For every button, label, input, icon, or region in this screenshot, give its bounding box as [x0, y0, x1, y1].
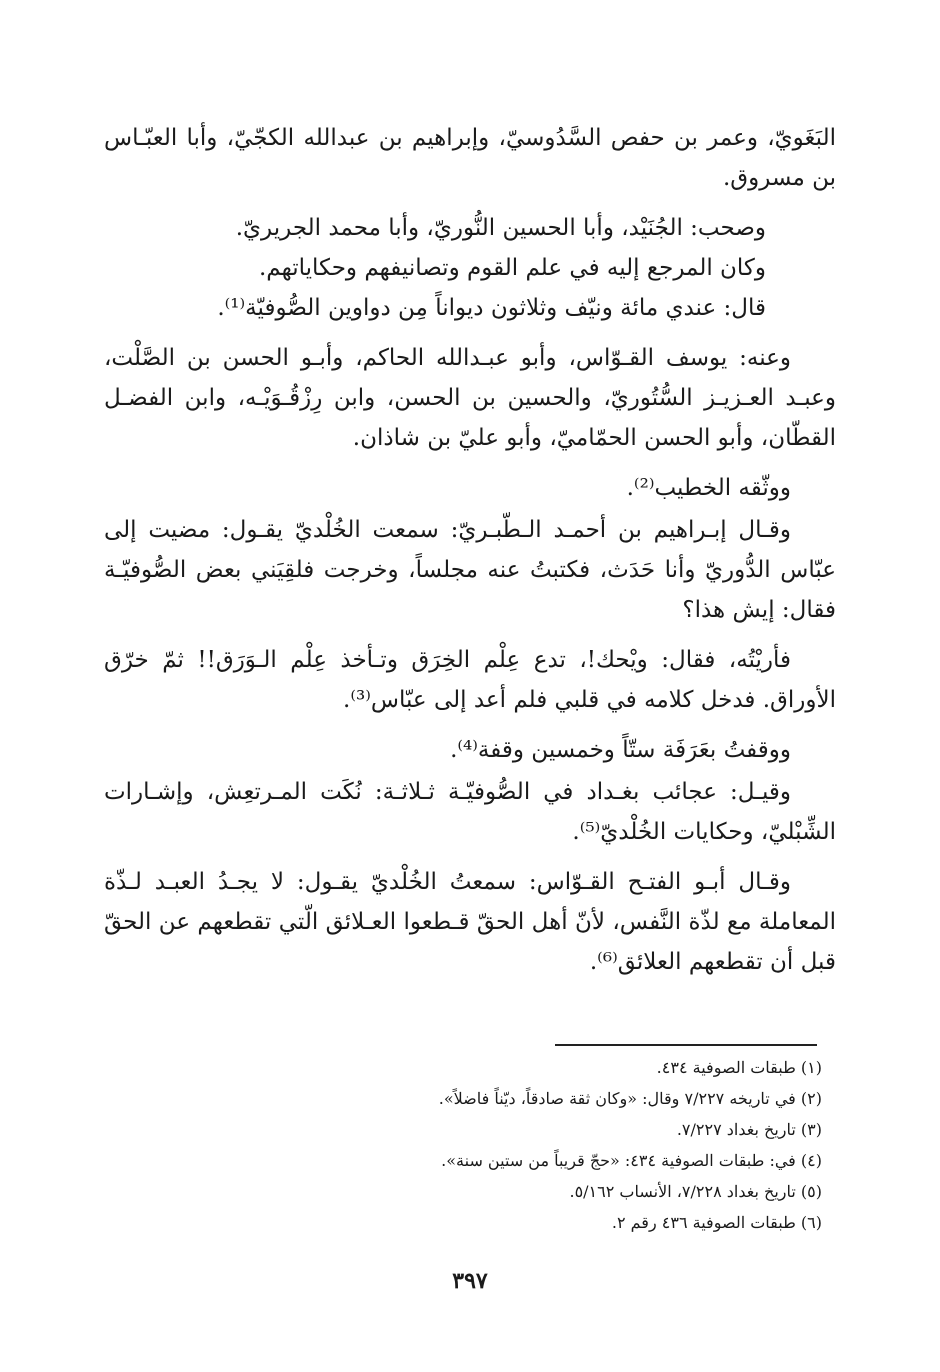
paragraph-4: ووثّقه الخطيب⁽²⁾.	[626, 475, 791, 501]
paragraph-2-line-2: وكان المرجع إليه في علم القوم وتصانيفهم وحكاياتهم.	[258, 255, 766, 281]
paragraph-5: وقـال إبـراهيم بن أحمـد الـطّبـريّ: سمعت الخُلْديّ يقـول: مضيت إلى عبّاس الدُّوريّ وأنا حَدَث، فكتبتُ عنه مجلساً، وخرجت فلقِيَني بعض الصُّوفيّـة فقال: إيش هذا؟	[104, 517, 836, 623]
paragraph-9: وقـال أبـو الفتـح القـوّاس: سمعتُ الخُلْديّ يقـول: لا يجـدُ العبـد لـذّة المعاملة مع لذّة النَّفس، لأنّ أهل الحقّ قـطعوا العـلائق الّتي تقطعهم عن الحقّ قبل أن تقطعهم العلائق⁽⁶⁾.	[104, 869, 836, 975]
footnote-6: (٦) طبقات الصوفية ٤٣٦ رقم ٢.	[611, 1213, 822, 1232]
paragraph-8: وقيـل: عجائب بغـداد في الصُّوفيّـة ثـلاثـة: نُكَت المـرتعِش، وإشـارات الشِّبْليّ، وحكايات الخُلْديّ⁽⁵⁾.	[104, 779, 836, 845]
paragraph-2-line-1: وصحب: الجُنَيْد، وأبا الحسين النُّوريّ، وأبا محمد الجريريّ.	[235, 215, 766, 241]
footnote-1: (١) طبقات الصوفية ٤٣٤.	[656, 1058, 822, 1077]
footnote-3: (٣) تاريخ بغداد ٧/٢٢٧.	[676, 1120, 822, 1139]
main-text	[104, 118, 836, 982]
paragraph-2-line-3: قال: عندي مائة ونيّف وثلاثون ديواناً مِن دواوين الصُّوفيّة⁽¹⁾.	[217, 295, 766, 321]
footnote-5: (٥) تاريخ بغداد ٧/٢٢٨، الأنساب ٥/١٦٢.	[569, 1182, 822, 1201]
paragraph-7: ووقفتُ بعَرَفَة ستّاً وخمسين وقفة⁽⁴⁾.	[450, 737, 791, 763]
paragraph-3: وعنه: يوسف القـوّاس، وأبو عبـدالله الحاكم، وأبـو الحسن بن الصَّلْت، وعبـد العـزيـز السُّتُوريّ، والحسين بن الحسن، وابن رِزْقُـوَيْـه، وابن الفضـل القطّان، وأبو الحسن الحمّاميّ، وأبو عليّ بن شاذان.	[104, 345, 836, 451]
footnotes	[104, 1052, 822, 1238]
footnote-divider	[555, 1044, 817, 1046]
footnote-2: (٢) في تاريخه ٧/٢٢٧ وقال: «وكان ثقة صادقاً، ديّناً فاضلاً».	[438, 1089, 822, 1108]
indented-block	[104, 208, 836, 328]
footnote-4: (٤) في: طبقات الصوفية ٤٣٤: «حجّ قريباً من ستين سنة».	[441, 1151, 822, 1170]
page-number: ٣٩٧	[452, 1268, 488, 1294]
paragraph-6: فأريْتُه، فقال: ويْحك!، تدع عِلْم الخِرَق وتـأخذ عِلْم الـوَرَق!! ثمّ خرّق الأوراق. فدخل كلامه في قلبي فلم أعد إلى عبّاس⁽³⁾.	[104, 647, 836, 713]
paragraph-1: البَغَويّ، وعمر بن حفص السَّدُوسيّ، وإبراهيم بن عبدالله الكجّيّ، وأبا العبّـاس بن مسروق.	[104, 125, 836, 191]
